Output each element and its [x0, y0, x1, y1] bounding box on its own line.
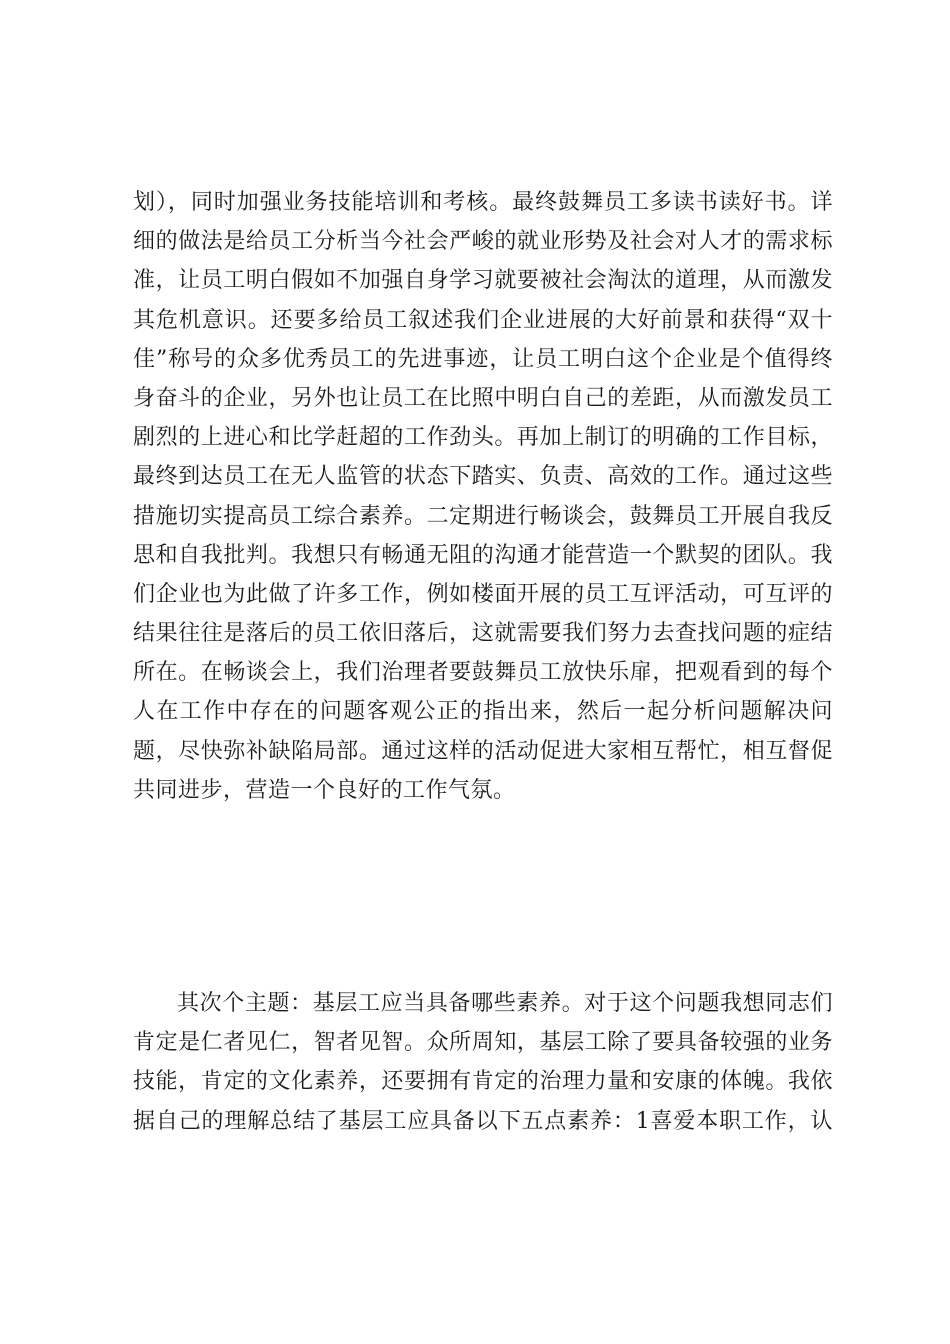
- paragraph-line: 据自己的理解总结了基层工应具备以下五点素养：1喜爱本职工作，认: [133, 1108, 833, 1134]
- paragraph-line: 剧烈的上进心和比学赶超的工作劲头。再加上制订的明确的工作目标，: [133, 425, 833, 451]
- paragraph-line: 细的做法是给员工分析当今社会严峻的就业形势及社会对人才的需求标: [133, 229, 833, 255]
- paragraph-line: 肯定是仁者见仁，智者见智。众所周知，基层工除了要具备较强的业务: [133, 1030, 833, 1056]
- paragraph-line: 身奋斗的企业，另外也让员工在比照中明白自己的差距，从而激发员工: [133, 385, 833, 411]
- paragraph-line: 其次个主题：基层工应当具备哪些素养。对于这个问题我想同志们: [177, 991, 833, 1016]
- paragraph-line: 准，让员工明白假如不加强自身学习就要被社会淘汰的道理，从而激发: [133, 268, 833, 294]
- paragraph-line: 其危机意识。还要多给员工叙述我们企业进展的大好前景和获得“双十: [133, 307, 833, 333]
- paragraph-line: 技能，肯定的文化素养，还要拥有肯定的治理力量和安康的体魄。我依: [133, 1069, 833, 1095]
- paragraph-line: 措施切实提高员工综合素养。二定期进行畅谈会，鼓舞员工开展自我反: [133, 503, 833, 529]
- paragraph-line: 最终到达员工在无人监管的状态下踏实、负责、高效的工作。通过这些: [133, 464, 833, 490]
- paragraph-line: 佳”称号的众多优秀员工的先进事迹，让员工明白这个企业是个值得终: [133, 346, 833, 372]
- paragraph-line: 思和自我批判。我想只有畅通无阻的沟通才能营造一个默契的团队。我: [133, 542, 833, 568]
- paragraph-line: 结果往往是落后的员工依旧落后，这就需要我们努力去查找问题的症结: [133, 621, 833, 647]
- paragraph-line: 们企业也为此做了许多工作，例如楼面开展的员工互评活动，可互评的: [133, 581, 833, 607]
- paragraph-line: 所在。在畅谈会上，我们治理者要鼓舞员工放快乐扉，把观看到的每个: [133, 660, 833, 686]
- paragraph-line: 题，尽快弥补缺陷局部。通过这样的活动促进大家相互帮忙，相互督促: [133, 738, 833, 764]
- paragraph-line: 划），同时加强业务技能培训和考核。最终鼓舞员工多读书读好书。详: [133, 190, 833, 215]
- paragraph-line: 人在工作中存在的问题客观公正的指出来，然后一起分析问题解决问: [133, 699, 833, 725]
- paragraph-line: 共同进步，营造一个良好的工作气氛。: [133, 777, 516, 803]
- paragraph-2: [133, 984, 833, 1141]
- paragraph-1: [133, 183, 833, 810]
